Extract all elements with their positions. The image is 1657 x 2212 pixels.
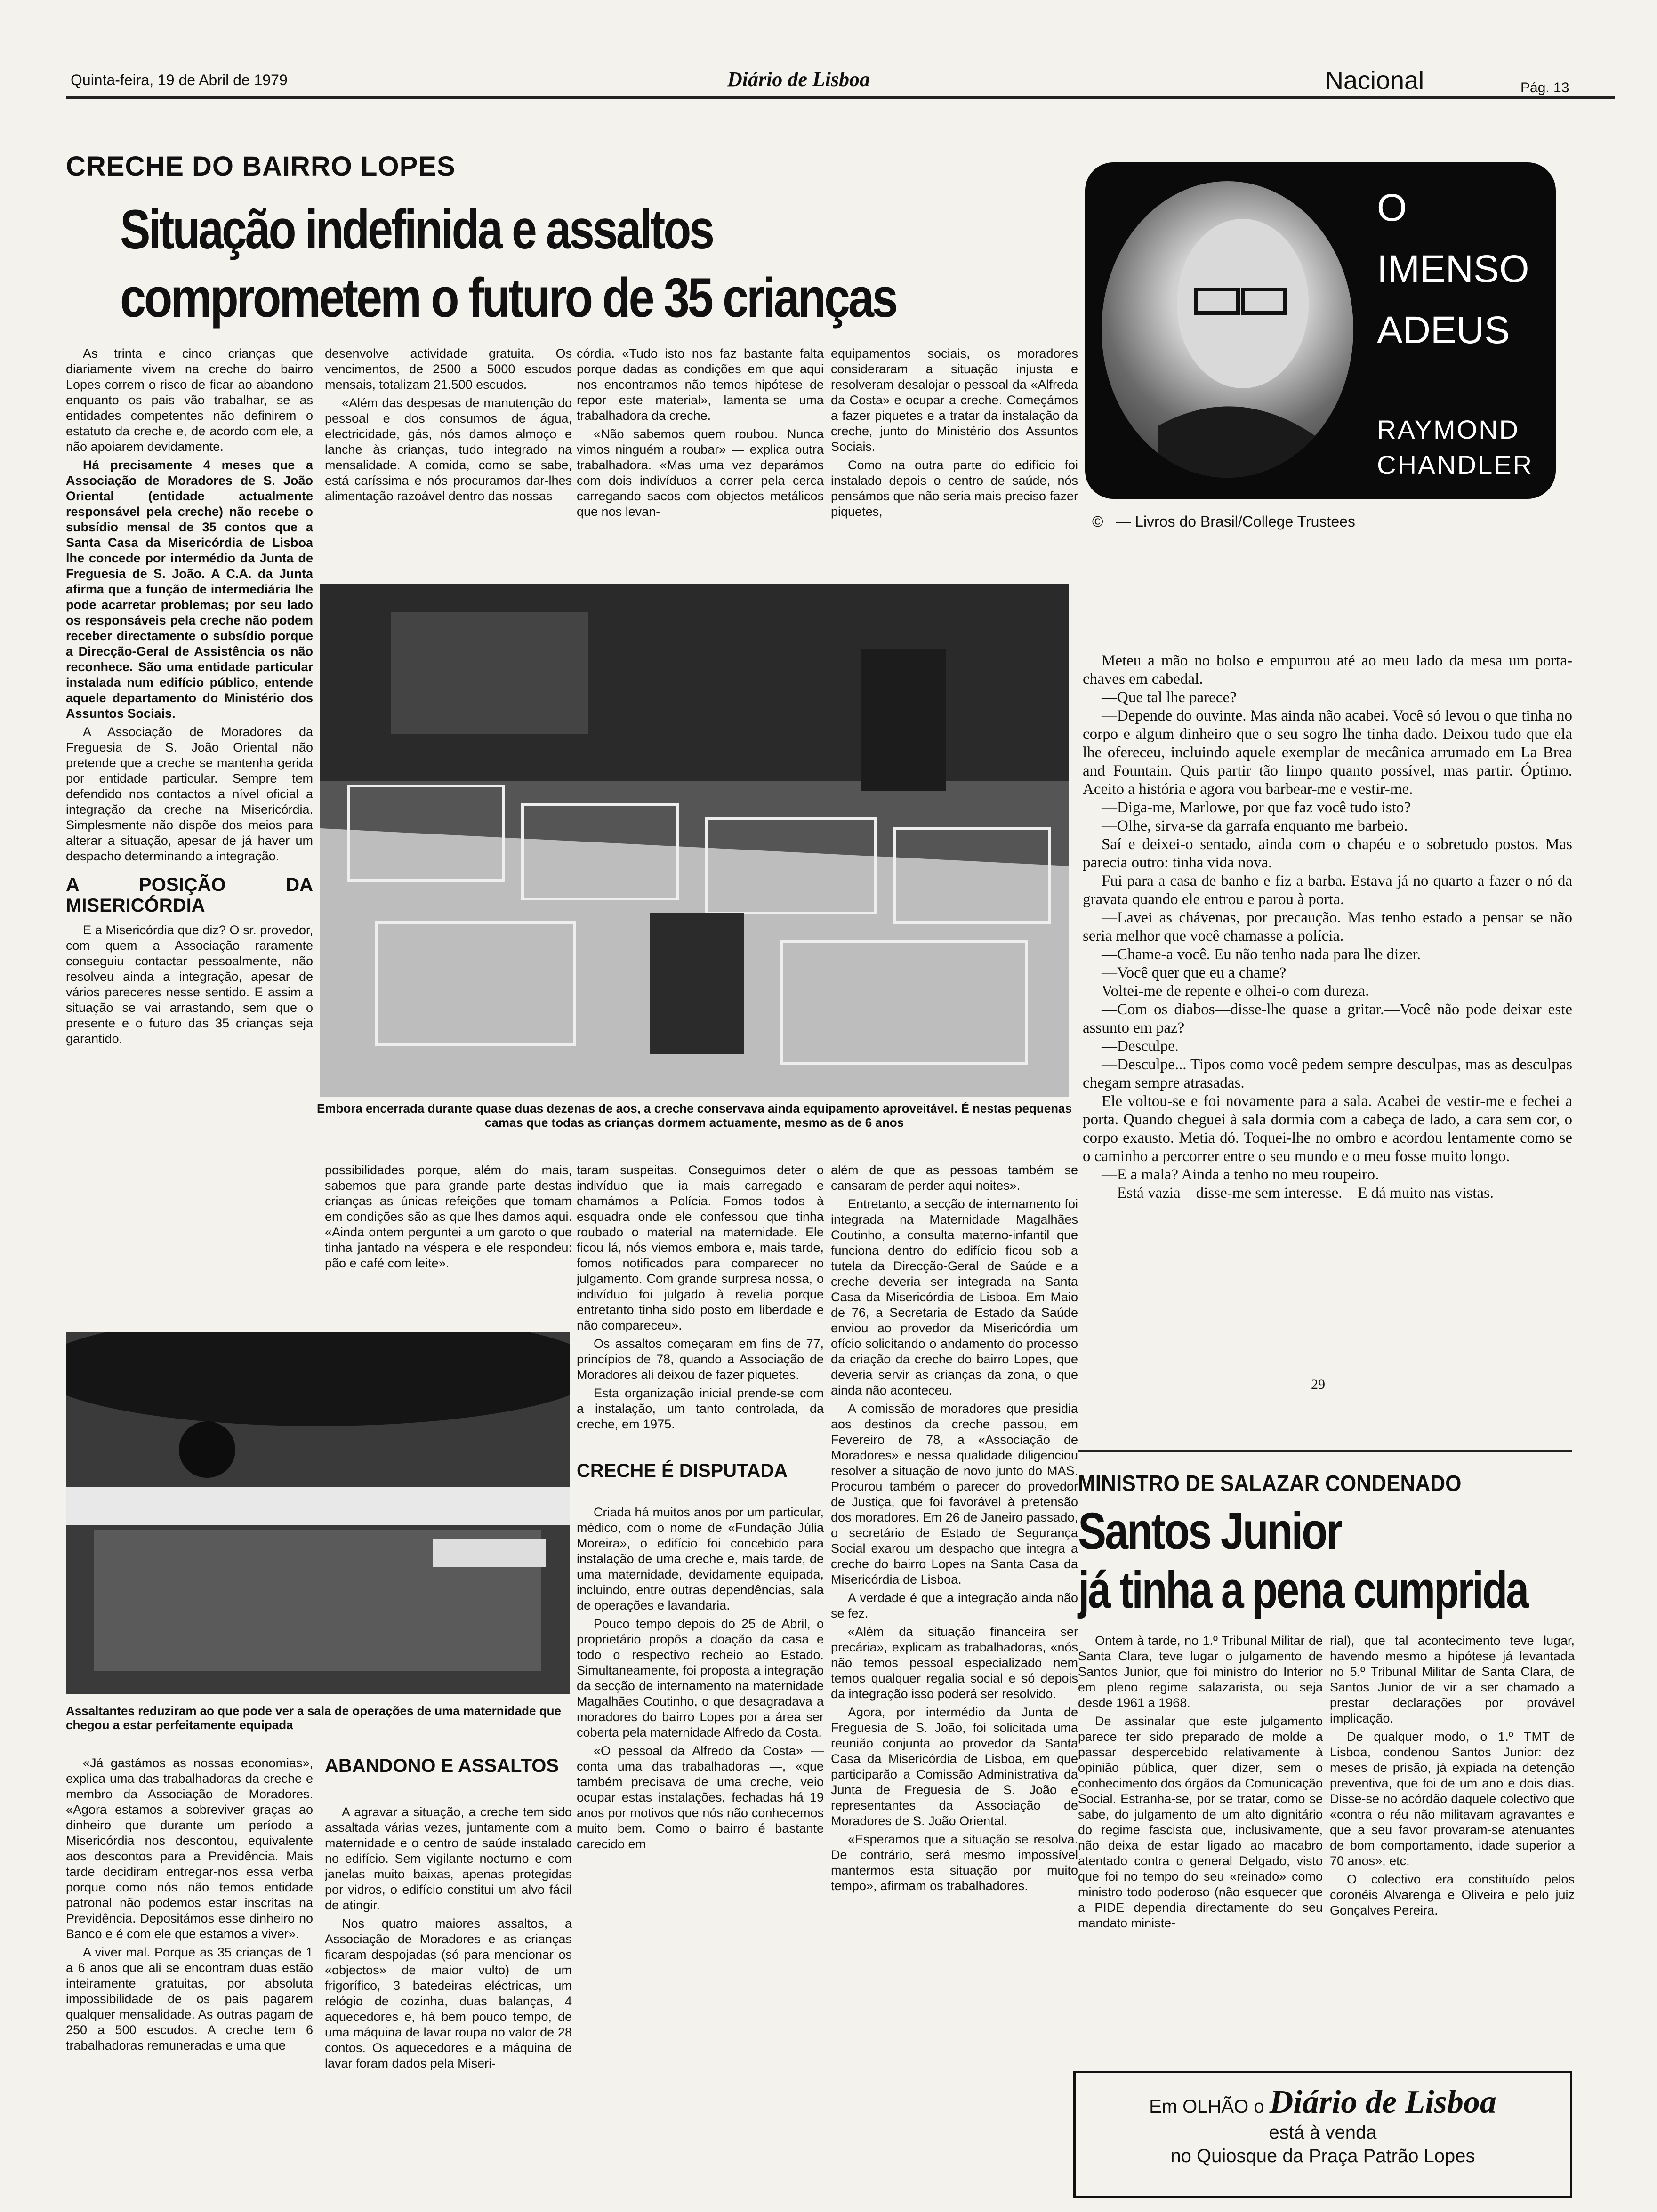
- main-column-3b: [577, 1162, 824, 2198]
- subheading-abandono: ABANDONO E ASSALTOS: [325, 1755, 559, 1776]
- header-section: Nacional: [1325, 66, 1424, 95]
- paragraph: De qualquer modo, o 1.º TMT de Lisboa, condenou Santos Junior: dez meses de prisão, já expiada na detenção preventiva, que foi de um ano e dois dias. Disse-se no acórdão daquele colectivo que «contra o réu não militavam agravantes e que a seu favor provaram-se atenuantes de bom comportamento, idade superior a 70 anos», etc.: [1330, 1730, 1575, 1868]
- paragraph: De assinalar que este julgamento parece ter sido preparado de molde a passar despercebido relativamente à opinião pública, quer dizer, sem o conhecimento dos órgãos da Comunicação Social. Estranha-se, por se tratar, como se sabe, do julgamento de um alto dignitário do regime fascista que, inclusivamente, não deixa de estar ligado ao macabro atentado contra o general Delgado, visto que foi no tempo do seu «reinado» como ministro todo poderoso (não esquecer que a PIDE dependia directamente do seu mandato ministe-: [1078, 1714, 1323, 1930]
- excerpt-paragraph: —Desculpe.: [1102, 1038, 1179, 1055]
- paragraph: Há precisamente 4 meses que a Associação de Moradores de S. João Oriental (entidade actualmente responsável pela creche) não recebe o subsídio mensal de 35 contos que a Santa Casa da Misericórdia de Lisboa lhe concede por intermédio da Junta de Freguesia de S. João. A C.A. da Junta afirma que a função de intermediária lhe pode acarretar problemas; por seu lado os responsáveis pela creche não podem receber directamente o subsídio porque a Direcção-Geral de Assistência os não reconhece. São uma entidade particular instalada num edifício público, entende aquele departamento do Ministério dos Assuntos Sociais.: [66, 458, 313, 721]
- header-page: Pág. 13: [1520, 80, 1569, 96]
- paragraph: Ontem à tarde, no 1.º Tribunal Militar de Santa Clara, teve lugar o julgamento de Santos Junior, que foi ministro do Interior em pleno regime salazarista, ou seja desde 1961 a 1968.: [1078, 1634, 1323, 1710]
- paragraph: Agora, por intermédio da Junta de Freguesia de S. João, foi solicitada uma reunião conjunta ao provedor da Santa Casa da Misericórdia de Lisboa, em que participarão a Comissão Administrativa da Junta de Freguesia de S. João e representantes da Associação de Moradores de S. João Oriental.: [831, 1705, 1078, 1828]
- main-headline-line1: Situação indefinida e assaltos: [120, 199, 713, 261]
- main-column-2c: [325, 1755, 572, 2203]
- excerpt-paragraph: —E a mala? Ainda a tenho no meu roupeiro.: [1102, 1166, 1379, 1183]
- paragraph: E a Misericórdia que diz? O sr. provedor, com quem a Associação raramente conseguiu contactar pessoalmente, não resolveu ainda a integração, apesar de vários pareceres nesse sentido. E assim a situação se vai arrastando, sem que o presente e o futuro das 35 crianças seja garantido.: [66, 923, 313, 1046]
- paragraph: desenvolve actividade gratuita. Os vencimentos, de 2500 a 5000 escudos mensais, totalizam 21.500 escudos.: [325, 346, 572, 392]
- excerpt-paragraph: —Olhe, sirva-se da garrafa enquanto me barbeio.: [1102, 817, 1408, 834]
- excerpt-paragraph: Fui para a casa de banho e fiz a barba. Estava já no quarto a fazer o nó da gravata quando ele entrou e parou à porta.: [1083, 873, 1572, 908]
- ad-line3: no Quiosque da Praça Patrão Lopes: [1170, 2146, 1475, 2166]
- ad-line2: está à venda: [1269, 2122, 1377, 2143]
- second-kicker: MINISTRO DE SALAZAR CONDENADO: [1078, 1471, 1462, 1496]
- operating-room-photo: [66, 1332, 570, 1694]
- chandler-author-2: CHANDLER: [1377, 450, 1534, 480]
- paragraph: «Além da situação financeira ser precária», explicam as trabalhadoras, «nós não temos pessoal especializado nem temos qualquer regalia social e só depois da integração isso poderá ser resolvido.: [831, 1625, 1078, 1701]
- header-date: Quinta-feira, 19 de Abril de 1979: [71, 72, 288, 88]
- main-column-1: [66, 346, 313, 1108]
- paragraph: «Não sabemos quem roubou. Nunca vimos ninguém a roubar» — explica outra trabalhadora. «Mas uma vez deparámos com dois indivíduos a correr pela cerca carregando sacos com objectos metálicos que nos levan-: [577, 427, 824, 519]
- paragraph: Criada há muitos anos por um particular, médico, com o nome de «Fundação Júlia Moreira», o edifício foi concebido para instalação de uma creche e, mais tarde, de uma maternidade, devidamente equipada, incluindo, entre outras dependências, sala de operações e lavandaria.: [577, 1505, 824, 1612]
- excerpt-paragraph: Saí e deixei-o sentado, ainda com o chapéu e o sobretudo postos. Mas parecia outro: tinha vida nova.: [1083, 836, 1572, 871]
- subheading-creche-disputada: CRECHE É DISPUTADA: [577, 1460, 788, 1481]
- ad-brand: Diário de Lisboa: [1269, 2084, 1496, 2120]
- excerpt-paragraph: —Lavei as chávenas, por precaução. Mas tenho estado a pensar se não seria melhor que você chamasse a polícia.: [1083, 909, 1572, 945]
- chandler-banner: [1085, 162, 1556, 499]
- paragraph: A viver mal. Porque as 35 crianças de 1 a 6 anos que ali se encontram duas estão inteiramente gratuitas, por absoluta impossibilidade de os pais pagarem qualquer mensalidade. As outras pagam de 250 a 500 escudos. A creche tem 6 trabalhadoras remuneradas e uma que: [66, 1945, 313, 2052]
- paragraph: A Associação de Moradores da Freguesia de S. João Oriental não pretende que a creche se mantenha gerida por entidade particular. Sempre tem defendido nos contactos a nível oficial a integração da creche na Misericórdia. Simplesmente não dispõe dos meios para alterar a situação, apesar de já haver um despacho determinando a integração.: [66, 725, 313, 863]
- creche-beds-photo: [320, 584, 1069, 1097]
- main-column-3: [577, 346, 824, 567]
- chandler-credit: © — Livros do Brasil/College Trustees: [1092, 513, 1355, 530]
- paragraph: «O pessoal da Alfredo da Costa» — conta uma das trabalhadoras —, «que também precisava de uma creche, veio ocupar estas instalações, fechadas há 19 anos por motivos que nós não conhecemos muito bem. Como o bairro é bastante carecido em: [577, 1744, 824, 1851]
- excerpt-paragraph: —Que tal lhe parece?: [1102, 689, 1237, 706]
- main-column-4: [831, 346, 1078, 567]
- paragraph: córdia. «Tudo isto nos faz bastante falta porque dadas as condições em que aqui nos encontramos não temos hipótese de repor este material», lamenta-se uma trabalhadora da creche.: [577, 346, 824, 423]
- photo2-caption: Assaltantes reduziram ao que pode ver a sala de operações de uma maternidade que chegou a estar perfeitamente equipada: [66, 1704, 561, 1732]
- paragraph: Como na outra parte do edifício foi instalado depois o centro de saúde, nós pensámos que não seria mais preciso fazer piquetes,: [831, 458, 1078, 519]
- main-column-4b: [831, 1162, 1078, 2198]
- main-column-2b: [325, 1162, 572, 1327]
- main-column-1c: [66, 1755, 313, 2203]
- excerpt-paragraph: —Chame-a você. Eu não tenho nada para lhe dizer.: [1102, 946, 1421, 963]
- photo1-caption: Embora encerrada durante quase duas dezenas de aos, a creche conservava ainda equipamento aproveitável. É nestas pequenas camas que todas as crianças dormem actuamente, mesmo as de 6 anos: [317, 1101, 1072, 1130]
- paragraph: Nos quatro maiores assaltos, a Associação de Moradores e as crianças ficaram despojadas (só para mencionar os «objectos» de maior vulto) de um frigorífico, 3 batedeiras eléctricas, um relógio de cozinha, duas balanças, 4 aquecedores e, há bem pouco tempo, de uma máquina de lavar roupa no valor de 28 contos. Os aquecedores e a máquina de lavar foram dados pela Miseri-: [325, 1916, 572, 2070]
- header-masthead: Diário de Lisboa: [727, 68, 870, 91]
- main-column-2: [325, 346, 572, 567]
- paragraph: A agravar a situação, a creche tem sido assaltada várias vezes, juntamente com a maternidade e o centro de saúde instalado no edifício. Sem vigilante nocturno e com janelas muito baixas, apenas protegidas por vidros, o edifício constitui um alvo fácil de atingir.: [325, 1805, 572, 1912]
- paragraph: «Além das despesas de manutenção do pessoal e dos consumos de água, electricidade, gás, nós damos almoço e lanche às crianças, tudo integrado na mensalidade. A comida, como se sabe, está caríssima e nós procuramos dar-lhes alimentação razoável dentro das nossas: [325, 396, 572, 503]
- ad-line1-prefix: Em OLHÃO o: [1149, 2096, 1264, 2117]
- excerpt-rule: [1078, 1450, 1572, 1452]
- excerpt-paragraph: Voltei-me de repente e olhei-o com dureza.: [1102, 983, 1369, 1000]
- paragraph: «Esperamos que a situação se resolva. De contrário, será mesmo impossível mantermos esta situação por muito tempo», afirmam os trabalhadores.: [831, 1832, 1078, 1893]
- paragraph: além de que as pessoas também se cansaram de perder aqui noites».: [831, 1163, 1078, 1193]
- paragraph: Os assaltos começaram em fins de 77, princípios de 78, quando a Associação de Moradores ali deixou de fazer piquetes.: [577, 1337, 824, 1382]
- chandler-title-2: IMENSO: [1377, 248, 1529, 290]
- paragraph: Pouco tempo depois do 25 de Abril, o proprietário propôs a doação da casa e todo o respectivo recheio ao Estado. Simultaneamente, foi proposta a integração da secção de internamento na maternidade Magalhães Coutinho, o que desagradava a moradores do bairro Lopes por a área ser coberta pela maternidade Alfredo da Costa.: [577, 1617, 824, 1739]
- operating-room-illustration: [66, 1332, 570, 1694]
- second-headline-line1: Santos Junior: [1078, 1502, 1341, 1560]
- paragraph: taram suspeitas. Conseguimos deter o indivíduo que ia mais carregado e chamámos a Polícia. Fomos todos à esquadra onde ele confessou que tinha roubado o material na maternidade. Ele ficou lá, nós viemos embora e, mais tarde, fomos notificados para comparecer no julgamento. Com grande surpresa nossa, o indivíduo foi julgado à revelia porque entretanto tinha sido posto em liberdade e não compareceu».: [577, 1163, 824, 1332]
- paragraph: A comissão de moradores que presidia aos destinos da creche passou, em Fevereiro de 78, a «Associação de Moradores» e nessa qualidade diligenciou resolver a situação de novo junto do MAS. Procurou também o parecer do provedor de Justiça, que foi favorável à pretensão dos moradores. Em 26 de Janeiro passado, o secretário de Estado de Segurança Social exarou um despacho que integra a creche do bairro Lopes na Santa Casa da Misericórdia de Lisboa.: [831, 1402, 1078, 1587]
- excerpt-paragraph: Ele voltou-se e foi novamente para a sala. Acabei de vestir-me e fechei a porta. Quando cheguei à sala dormia com a cabeça de lado, a cara sem cor, o corpo exausto. Metia dó. Toquei-lhe no ombro e acordou lentamente como se o caminho a percorrer entre o seu mundo e o meu fosse muito longo.: [1083, 1093, 1572, 1165]
- portrait-illustration: [1102, 181, 1353, 478]
- second-headline-line2: já tinha a pena cumprida: [1078, 1561, 1528, 1619]
- paragraph: Entretanto, a secção de internamento foi integrada na Maternidade Magalhães Coutinho, a consulta materno-infantil que funciona dentro do edifício ficou sob a tutela da Direcção-Geral de Saúde e a creche deveria ser integrada na Santa Casa da Misericórdia de Lisboa. Em Maio de 76, a Secretaria de Estado da Saúde enviou ao provedor da Misericórdia um ofício solicitando o andamento do processo da criação da creche do bairro Lopes, que deveria servir as crianças da zona, o que ainda não aconteceu.: [831, 1197, 1078, 1397]
- paragraph: As trinta e cinco crianças que diariamente vivem na creche do bairro Lopes correm o risco de ficar ao abandono enquanto os pais vão trabalhar, se as entidades competentes não definirem o estatuto da creche e, de acordo com ele, a não apoiarem devidamente.: [66, 346, 313, 454]
- excerpt-paragraph: —Você quer que eu a chame?: [1102, 964, 1287, 981]
- paragraph: «Já gastámos as nossas economias», explica uma das trabalhadoras da creche e membro da Associação de Moradores. «Agora estamos a sobreviver graças ao dinheiro que durante um período a Misericórdia nos descontou, equivalente aos descontos para a Previdência. Mais tarde decidiram entregar-nos essa verba porque como nós não temos entidade patronal não podemos estar inscritas na Previdência. Depositámos esse dinheiro no Banco e é com ele que estamos a viver».: [66, 1756, 313, 1941]
- subheading-misericordia: A POSIÇÃO DA MISERICÓRDIA: [66, 874, 313, 916]
- chandler-title-1: O: [1377, 186, 1407, 229]
- second-column-b: [1330, 1633, 1575, 2024]
- chandler-excerpt: [1083, 652, 1572, 1377]
- author-portrait: [1102, 181, 1353, 478]
- main-headline-line2: comprometem o futuro de 35 crianças: [120, 267, 896, 329]
- excerpt-page-number: 29: [1311, 1377, 1325, 1392]
- paragraph: O colectivo era constituído pelos coronéis Alvarenga e Oliveira e pelo juiz Gonçalves Pereira.: [1330, 1872, 1575, 1917]
- ad-box: [1073, 2071, 1572, 2198]
- excerpt-paragraph: —Com os diabos—disse-lhe quase a gritar.—Você não pode deixar este assunto em paz?: [1083, 1001, 1572, 1036]
- paragraph: possibilidades porque, além do mais, sabemos que para grande parte destas crianças as únicas refeições que tomam em condições são as que lhes damos aqui. «Ainda ontem perguntei a um garoto o que tinha jantado na véspera e ele respondeu: pão e café com leite».: [325, 1163, 572, 1270]
- excerpt-paragraph: —Está vazia—disse-me sem interesse.—E dá muito nas vistas.: [1102, 1185, 1494, 1202]
- paragraph: A verdade é que a integração ainda não se fez.: [831, 1591, 1078, 1620]
- main-kicker: CRECHE DO BAIRRO LOPES: [66, 151, 456, 182]
- paragraph: Esta organização inicial prende-se com a instalação, um tanto controlada, da creche, em 1975.: [577, 1386, 824, 1431]
- second-column-a: [1078, 1633, 1323, 2024]
- paragraph: equipamentos sociais, os moradores consideraram a situação injusta e resolveram desalojar o pessoal da «Alfreda da Costa» e ocupar a creche. Começámos a fazer piquetes e a tratar da instalação da creche, junto do Ministério dos Assuntos Sociais.: [831, 346, 1078, 454]
- paragraph: rial), que tal acontecimento teve lugar, havendo mesmo a hipótese já levantada no 5.º Tribunal Militar de Santa Clara, de Santos Junior de vir a ser chamado a prestar declarações por provável implicação.: [1330, 1634, 1575, 1725]
- excerpt-paragraph: —Diga-me, Marlowe, por que faz você tudo isto?: [1102, 799, 1411, 816]
- excerpt-paragraph: Meteu a mão no bolso e empurrou até ao meu lado da mesa um porta-chaves em cabedal.: [1083, 652, 1572, 688]
- chandler-title-3: ADEUS: [1377, 309, 1510, 352]
- header-rule: [66, 96, 1615, 99]
- excerpt-paragraph: —Depende do ouvinte. Mas ainda não acabei. Você só levou o que tinha no corpo e algum dinheiro que o seu sogro lhe tinha dado. Deixou tudo que ela lhe ofereceu, incluindo aquele exemplar de mecânica arrumado em La Brea and Fountain. Quis partir tão limpo quanto possível, mas partir. Óptimo. Aceito a história e agora vou barbear-me e vestir-me.: [1083, 707, 1572, 798]
- creche-beds-illustration: [320, 584, 1069, 1097]
- excerpt-paragraph: —Desculpe... Tipos como você pedem sempre desculpas, mas as desculpas chegam sempre atrasadas.: [1083, 1056, 1572, 1091]
- chandler-author-1: RAYMOND: [1377, 415, 1520, 444]
